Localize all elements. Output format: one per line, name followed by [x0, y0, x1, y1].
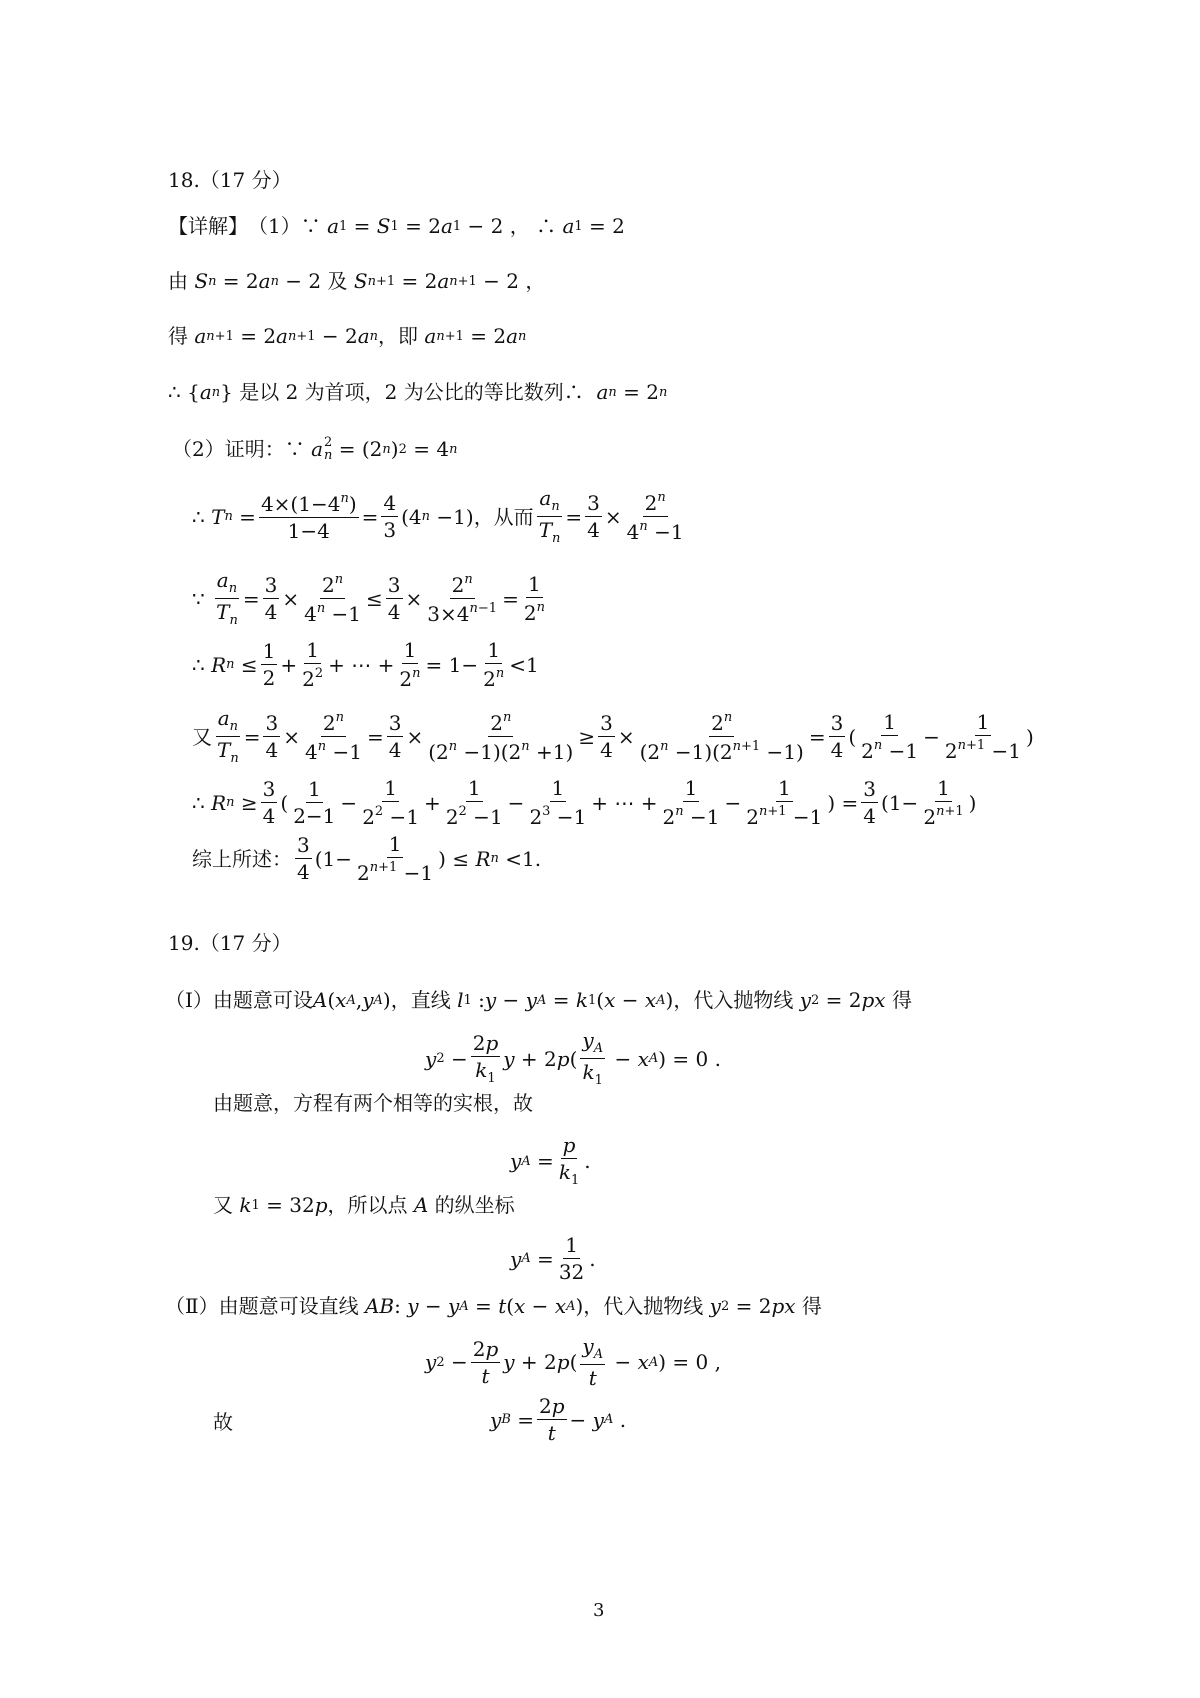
q18-part1-line2: 由 S n = 2 a n − 2 及 S n+1 = 2 a n+1 − 2 ，: [168, 269, 546, 293]
geo-seq-text: 是以 2 为首项，2 为公比的等比数列∴: [239, 380, 584, 404]
q18-part2-line3: ∵ $\frac{a_n}{T_n}$ = $\frac{3}{4}$ × $\frac{2^n}{4^n -1}$ ≤ $\frac{3}{4}$ × $\frac{2^n}{3\times 4^{n-1}}$ = $\frac{1}{2^n}$: [192, 568, 545, 628]
part1-b: ，直线: [390, 988, 451, 1012]
text-you-again: 又: [192, 724, 212, 749]
q19-part1-line1: （Ⅰ）由题意可设 A ( x A , y A ) ，直线 l 1 : y − y A = k 1 ( x − x A ) ，代入抛物线 y 2 = 2 px 得: [165, 988, 912, 1012]
q18-conclusion: 综上所述： $\frac{3}{4}$ (1− $\frac{1}{2^{n+1} -1}$ ) ≤ R n <1.: [192, 832, 542, 885]
q19-note2: 又 k 1 = 32 p ，所以点 A 的纵坐标: [213, 1193, 515, 1217]
q19-note1: 由题意，方程有两个相等的实根，故: [213, 1091, 533, 1115]
note2-b: ，所以点: [327, 1193, 408, 1217]
q19-title: 19.（17 分）: [168, 931, 292, 955]
text-you: 由: [168, 269, 188, 293]
conclusion-lead: 综上所述：: [192, 846, 292, 871]
text-ji: 及: [327, 269, 348, 293]
q18-part2-line6: ∴ R n ≥ $\frac{3}{4}$ ( $\frac{1}{2-1}$ − $\frac{1}{2^2 -1}$ + $\frac{1}{2^2 -1}$ − $\frac{1}{2^3 -1}$ + ⋯ + $\frac{1}{2^n -1}$ − $\frac{1}{2^{n+1} -1}$ ) = $\frac{3}{4}$ (1− $\frac{1}{2^{n+1}}$ ): [192, 776, 977, 829]
detail-label: 【详解】: [168, 214, 248, 238]
page-number: 3: [593, 1600, 605, 1621]
part2-lead: （2）证明：∵: [172, 437, 305, 461]
part2-b: ，代入抛物线: [583, 1294, 704, 1318]
part1-a: （Ⅰ）由题意可设: [165, 988, 313, 1012]
q18-part2-line1: （2）证明：∵ a 2 n = (2 n ) 2 = 4 n: [172, 435, 458, 463]
text-ji-ji: ，即: [378, 324, 419, 348]
note2-c: 的纵坐标: [434, 1193, 515, 1217]
q18-part1-line3: 得 a n+1 = 2 a n+1 − 2 a n ，即 a n+1 = 2 a n: [168, 324, 527, 348]
q19-eq4: y 2 − $\frac{2p}{t}$ y + 2 p ( $\frac{y_A}{t}$ − x A ) = 0 ,: [425, 1334, 721, 1390]
part1-d: 得: [891, 988, 912, 1012]
part1-lead: （1）∵: [248, 214, 321, 238]
q19-eq2: y A = $\frac{p}{k_1}$ .: [510, 1133, 591, 1188]
q18-part1-line4: ∴ { a n } 是以 2 为首项，2 为公比的等比数列∴ a n = 2 n: [168, 380, 668, 404]
part1-c: ，代入抛物线: [673, 988, 794, 1012]
q19-part2-line1: （Ⅱ）由题意可设直线 AB : y − y A = t ( x − x A ) ，代入抛物线 y 2 = 2 px 得: [165, 1294, 822, 1318]
q19-gu: 故: [213, 1410, 233, 1434]
q19-eq1: y 2 − $\frac{2p}{k_1}$ y + 2 p ( $\frac{y_A}{k_1}$ − x A ) = 0 .: [425, 1028, 721, 1088]
q18-part2-line4: ∴ R n ≤ $\frac{1}{2}$ + $\frac{1}{2^2}$ + ⋯ + $\frac{1}{2^n}$ = 1− $\frac{1}{2^n}$ <1: [192, 638, 539, 691]
part2-c: 得: [801, 1294, 822, 1318]
part2-a: （Ⅱ）由题意可设直线: [165, 1294, 359, 1318]
q18-part2-line2: ∴ T n = $\frac{4\times(1-4^n)}{1-4}$ = $\frac{4}{3}$ (4 n −1) ，从而 $\frac{a_n}{T_n}$ = $\frac{3}{4}$ × $\frac{2^n}{4^n -1}$: [192, 486, 684, 546]
text-de: 得: [168, 324, 188, 348]
q19-eq3: y A = $\frac{1}{32}$ .: [510, 1233, 596, 1284]
note2-a: 又: [213, 1193, 233, 1217]
text-congershow: ，从而: [473, 504, 534, 529]
q18-title: 18.（17 分）: [168, 168, 292, 192]
q18-part2-line5: 又 $\frac{a_n}{T_n}$ = $\frac{3}{4}$ × $\frac{2^n}{4^n -1}$ = $\frac{3}{4}$ × $\frac{2^n}{(2^n -1)(2^n +1)}$ ≥ $\frac{3}{4}$ × $\frac{2^n}{(2^n -1)(2^{n+1} -1)}$ = $\frac{3}{4}$ ( $\frac{1}{2^n -1}$ − $\frac{1}{2^{n+1} -1}$ ): [192, 706, 1034, 766]
q18-part1-line1: 【详解】 （1）∵ a 1 = S 1 = 2 a 1 − 2 ， ∴ a 1 = 2: [168, 214, 625, 238]
q19-eq5: y B = $\frac{2p}{t}$ − y A .: [490, 1394, 627, 1445]
